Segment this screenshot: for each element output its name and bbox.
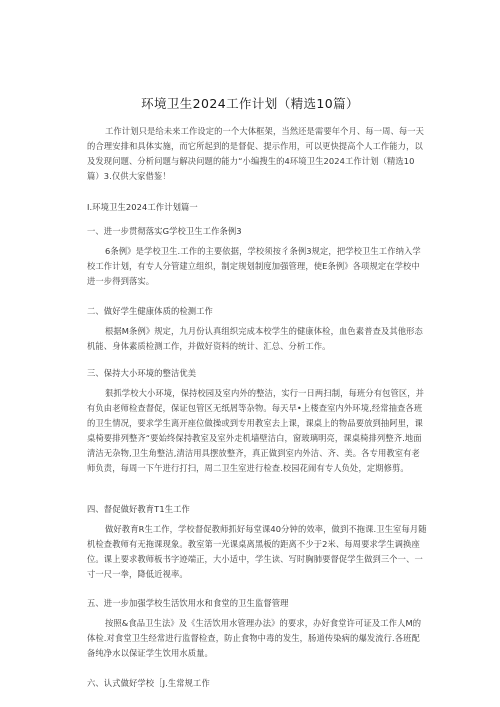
section-1-body: 6条例》是学校卫生.工作的主要依据，学校须按彳条例3规定，把学校卫生工作纳入学校工作计划，有专人分管建立组织，制定规划制度加强管理，使E条例》各项规定在学校中进一步得到落实。 [87, 246, 421, 286]
section-2-heading: 二、做好学生健康体质的检测工作 [87, 306, 213, 316]
section-6-heading: 六、认式做好学校［J.生常规工作 [87, 678, 210, 688]
section-5-body: 按照&食品卫生法》及《生活饮用水管理办法》的要求，办好食堂许可证及工作人M的体检.对食堂卫生经常进行监督检查，防止食物中毒的发生，肠道传染病的爆发流行.各班配备纯净水以保证学生饮用水质量。 [87, 618, 422, 658]
section-2-body: 根据M条例》规定，九月份认真组织完成本校学生的健康体检，血色素普查及其他形态机能、身体素质检测工作，并做好资料的统计、汇总、分析工作。 [87, 326, 423, 351]
intro-paragraph: 工作计划只是给未来工作设定的一个大体框架，当然还是需要年个月、每一周、每一天的合理安排和具体实施，而它所起到的是督促、提示作用，可以更快提高个人工作能力，以及发现问题、分析问题与解决问题的能力“小编搜生的4环境卫生2024工作计划（精选10篇）3.仅供大家借鉴！ [87, 126, 425, 181]
chapter-heading: I.环境卫生2024工作计划篇一 [87, 202, 198, 212]
section-3-body: 狠抓学校大小环境，保持校园及室内外的整洁，实行一日两扫制，每班分有包管区，并有负由老师检查督促，保证包管区无纸屑等杂物。每天早•上楼查室内外环境,经常抽查各班的卫生情况，要求学生离开座位做操或到专用教室去上课，课桌上的物品要放到抽阿里，课桌椅要排列整齐“要始终保持教室及室外走机墙壁洁白，窗玻璃明亮，课桌椅排列整齐.地面清洁无杂物,卫生角整洁,清洁用具摆放整齐，真正做到室内外洁、齐、美。各专用教室有老师负责，每周一下午进行打扫，周二卫生室进行检查.校园花闹有专人负处，定期修剪。 [87, 388, 425, 473]
section-5-heading: 五、进一步加强学校生活饮用水和食堂的卫生监督管理 [87, 598, 289, 608]
section-4-body: 做好教育R生工作，学校督促教师抓好每堂课40分钟的效率，做到不拖课.卫生室每月随机检查教师有无拖课现象。教室第一光课桌离黑板的距离不少于2米、每周要求学生调换座位。课上要求教师板书字迹端正，大小适中，学生读、写时胸肺要督促学生做到三个一、一寸一尺一拳，降低近视率。 [87, 524, 427, 579]
page-title: 环境卫生2024工作计划（精选10篇） [141, 96, 359, 111]
section-1-heading: 一、进一步贯彻落实G学校卫生工作条例3 [87, 226, 242, 236]
section-3-heading: 三、保持大小环境的整洁优美 [87, 368, 197, 378]
section-4-heading: 四、督促做好教育T1生工作 [87, 504, 190, 514]
